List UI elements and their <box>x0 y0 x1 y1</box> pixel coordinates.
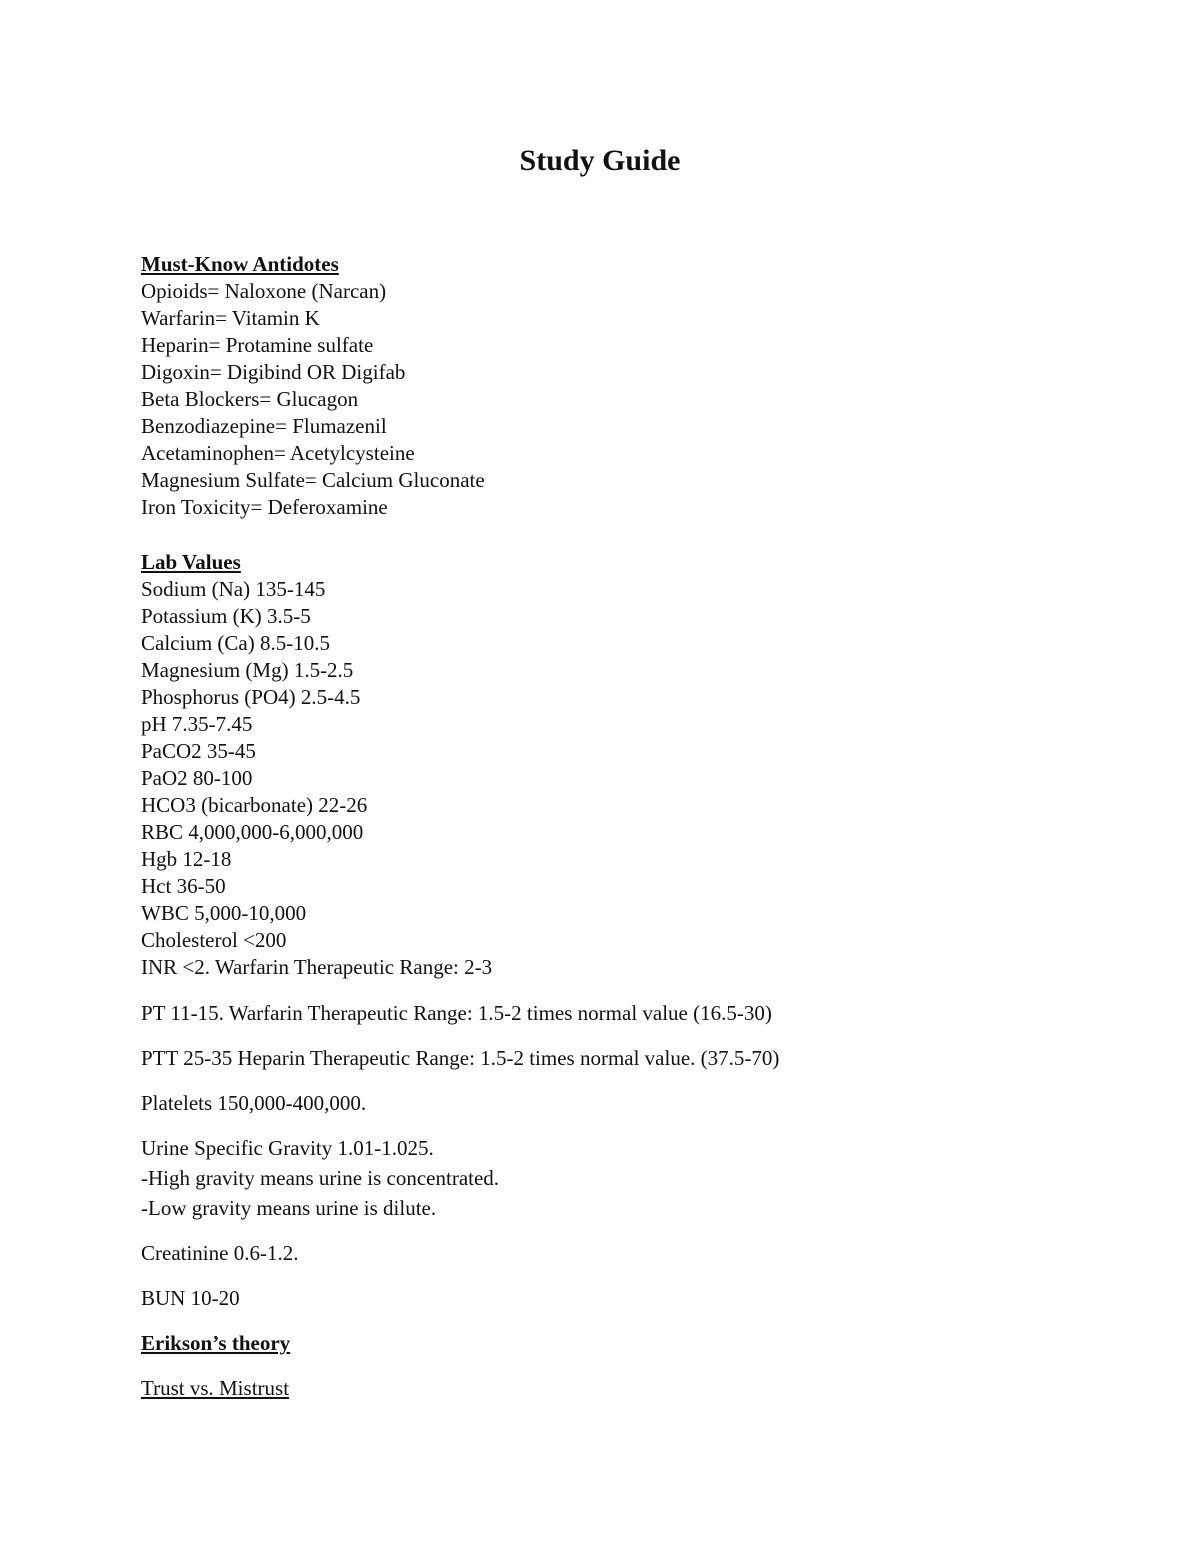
antidotes-heading: Must-Know Antidotes <box>141 252 339 276</box>
platelets-value: Platelets 150,000-400,000. <box>141 1091 367 1115</box>
lab-value-item: RBC 4,000,000-6,000,000 <box>141 820 364 844</box>
creatinine-value: Creatinine 0.6-1.2. <box>141 1241 299 1265</box>
lab-value-item: Calcium (Ca) 8.5-10.5 <box>141 631 330 655</box>
lab-value-item: PaCO2 35-45 <box>141 739 256 763</box>
ptt-value: PTT 25-35 Heparin Therapeutic Range: 1.5-2 times normal value. (37.5-70) <box>141 1046 780 1070</box>
lab-value-item: Potassium (K) 3.5-5 <box>141 604 311 628</box>
document-body <box>141 251 1121 1403</box>
urine-gravity-value: Urine Specific Gravity 1.01-1.025. <box>141 1136 434 1160</box>
erikson-stage-trust: Trust vs. Mistrust <box>141 1376 290 1400</box>
lab-value-item: INR <2. Warfarin Therapeutic Range: 2-3 <box>141 955 493 979</box>
antidotes-section <box>141 251 1121 521</box>
page-title: Study Guide <box>519 144 681 177</box>
antidote-item: Iron Toxicity= Deferoxamine <box>141 495 388 519</box>
antidote-item: Digoxin= Digibind OR Digifab <box>141 360 406 384</box>
antidote-item: Magnesium Sulfate= Calcium Gluconate <box>141 468 485 492</box>
lab-value-item: WBC 5,000-10,000 <box>141 901 307 925</box>
antidote-item: Benzodiazepine= Flumazenil <box>141 414 387 438</box>
erikson-section <box>141 1328 1121 1403</box>
lab-value-item: Cholesterol <200 <box>141 928 287 952</box>
lab-values-section <box>141 549 1121 1313</box>
urine-high-note: -High gravity means urine is concentrated. <box>141 1166 500 1190</box>
pt-value: PT 11-15. Warfarin Therapeutic Range: 1.5-2 times normal value (16.5-30) <box>141 1001 772 1025</box>
antidote-item: Acetaminophen= Acetylcysteine <box>141 441 415 465</box>
lab-value-item: PaO2 80-100 <box>141 766 253 790</box>
lab-value-item: Hct 36-50 <box>141 874 226 898</box>
lab-values-heading: Lab Values <box>141 550 241 574</box>
lab-value-item: HCO3 (bicarbonate) 22-26 <box>141 793 368 817</box>
lab-value-item: Hgb 12-18 <box>141 847 232 871</box>
antidote-item: Warfarin= Vitamin K <box>141 306 320 330</box>
antidote-item: Heparin= Protamine sulfate <box>141 333 374 357</box>
bun-value: BUN 10-20 <box>141 1286 240 1310</box>
urine-low-note: -Low gravity means urine is dilute. <box>141 1196 437 1220</box>
lab-value-item: Magnesium (Mg) 1.5-2.5 <box>141 658 354 682</box>
erikson-heading: Erikson’s theory <box>141 1331 291 1355</box>
lab-value-item: Sodium (Na) 135-145 <box>141 577 326 601</box>
antidote-item: Opioids= Naloxone (Narcan) <box>141 279 387 303</box>
section-spacer <box>141 521 1121 549</box>
antidote-item: Beta Blockers= Glucagon <box>141 387 359 411</box>
lab-value-item: Phosphorus (PO4) 2.5-4.5 <box>141 685 361 709</box>
lab-value-item: pH 7.35-7.45 <box>141 712 253 736</box>
